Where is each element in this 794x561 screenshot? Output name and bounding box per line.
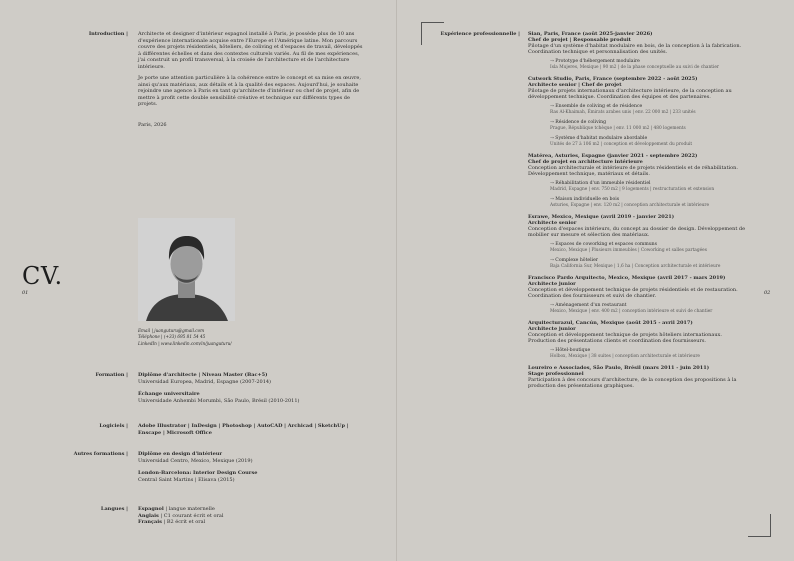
page-number-left: 01 (22, 290, 29, 296)
job-role: Architecte senior | Chef de projet (528, 82, 622, 88)
langue-name: Français (138, 519, 162, 525)
project-detail: Mexico, Mexique | env. 400 m2 | conception intérieure et suivi de chantier (550, 309, 713, 314)
job-role: Stage professionnel (528, 371, 584, 377)
autres-formations-section (138, 451, 378, 483)
job-description: Conception architecturale et intérieure de projets résidentiels et de réhabilitation. Développement technique, matériaux et détails. (528, 165, 738, 177)
project-item (550, 348, 750, 360)
project-name: → Hôtel-boutique (550, 348, 591, 353)
autres-detail: Universidad Centro, Mexico, Mexique (2019) (138, 457, 253, 464)
job-entry (528, 320, 750, 360)
job-entry (528, 214, 750, 270)
formation-title: Échange universitaire (138, 391, 200, 397)
project-item (550, 59, 750, 71)
project-item (550, 136, 750, 148)
introduction-text (138, 31, 366, 133)
langue-level: | langue maternelle (163, 506, 215, 512)
job-company: Francisco Pardo Arquitecto, Mexico, Mexique (avril 2017 - mars 2019) (528, 275, 726, 281)
job-description: Conception d'espaces intérieurs, du concept au dossier de design. Développement de mobilier sur mesure et sélection des matériaux. (528, 226, 746, 238)
project-detail: Asturies, Espagne | env. 120 m2 | conception architecturale et intérieure (550, 203, 710, 208)
job-role: Chef de projet en architecture intérieure (528, 159, 643, 165)
langues-section (138, 506, 378, 526)
langue-level: | C1 courant écrit et oral (158, 512, 224, 519)
job-description: Conception et développement technique de projets résidentiels et de restauration. Coordination des fournisseurs et suivi de chantier. (528, 287, 738, 299)
job-entry (528, 31, 750, 71)
job-entry (528, 76, 750, 148)
intro-place: Paris, 2026 (138, 121, 167, 128)
experience-list (528, 31, 750, 394)
project-item (550, 242, 750, 254)
project-name: → Espaces de coworking et espaces communs (550, 242, 657, 247)
job-role: Chef de projet | Responsable produit (528, 37, 631, 43)
job-company: Arquitecturazul, Cancún, Mexique (août 2015 - avril 2017) (528, 320, 693, 326)
job-company: Matérea, Asturies, Espagne (janvier 2021 - septembre 2022) (528, 153, 698, 159)
job-description: Pilotage de projets internationaux d'architecture intérieure, de la conception au développement technique. Coordination des équipes et des partenaires. (528, 88, 732, 100)
job-company: Loureiro e Associados, São Paulo, Brésil (mars 2011 - juin 2011) (528, 365, 710, 371)
contact-phone[interactable]: Téléphone | (+33) 695 81 54 45 (138, 334, 206, 340)
langue-name: Anglais (138, 512, 159, 519)
intro-paragraph: Je porte une attention particulière à la cohérence entre le concept et sa mise en œuvre, ainsi qu'aux matériaux, aux détails et à la qualité des espaces. Aujourd'hui, je souhaite rejoindre une agence à Paris en tant qu'architecte d'intérieur ou chef de projet, afin de mettre à profit cette double sensibilité créative et technique sur différents types de projets. (138, 75, 361, 107)
logiciels-line: Enscape | Microsoft Office (138, 429, 212, 436)
project-item (550, 303, 750, 315)
project-detail: Holbox, Mexique | 38 suites | conception architecturale et intérieure (550, 354, 700, 359)
project-name: → Complexe hôtelier (550, 258, 598, 263)
logiciels-label: Logiciels | (99, 423, 128, 429)
job-role: Architecte senior (528, 220, 577, 226)
logiciels-line: Adobe Illustrator | InDesign | Photoshop | AutoCAD | Archicad | SketchUp | (138, 423, 349, 429)
cv-title: CV. (22, 262, 63, 290)
autres-title: Diplôme en design d'intérieur (138, 451, 223, 457)
project-name: → Prototype d'hébergement modulaire (550, 59, 640, 64)
formation-section (138, 372, 378, 404)
project-item (550, 258, 750, 270)
experience-label: Expérience professionnelle | (440, 31, 520, 37)
job-company: Esrawe, Mexico, Mexique (avril 2019 - janvier 2021) (528, 214, 675, 220)
job-description: Pilotage d'un système d'habitat modulaire en bois, de la conception à la fabrication. Coordination technique et personnalisation des unités. (528, 43, 742, 55)
project-detail: Isla Mujeres, Mexique | 90 m2 | de la phase conceptuelle au suivi de chantier (550, 65, 719, 70)
job-role: Architecte junior (528, 281, 576, 287)
autres-title: London-Barcelona: Interior Design Course (138, 470, 258, 476)
project-name: → Ensemble de coliving et de résidence (550, 104, 643, 109)
contact-email[interactable]: Email | juanguturu@gmail.com (138, 328, 205, 333)
job-entry (528, 275, 750, 315)
langue-item (138, 519, 378, 526)
project-detail: Baja California Sur, Mexique | 1,6 ha | Conception architecturale et intérieure (550, 264, 721, 269)
project-item (550, 104, 750, 116)
formation-detail: Universidade Anhembi Morumbi, São Paulo, Brésil (2010-2011) (138, 397, 300, 404)
job-role: Architecte junior (528, 326, 576, 332)
formation-detail: Universidad Europea, Madrid, Espagne (2007-2014) (138, 378, 272, 385)
project-detail: Prague, République tchèque | env. 11 000 m2 | 480 logements (550, 126, 686, 131)
job-description: Participation à des concours d'architecture, de la conception des propositions à la production des présentations graphiques. (528, 377, 737, 389)
project-detail: Madrid, Espagne | env. 750 m2 | 9 logements | restructuration et extension (550, 187, 715, 192)
project-detail: Ras Al-Khaimah, Émirats arabes unis | env. 22 000 m2 | 233 unités (550, 110, 696, 115)
project-item (550, 181, 750, 193)
project-item (550, 120, 750, 132)
contact-linkedin[interactable]: LinkedIn | www.linkedin.com/in/juanguturu/ (138, 340, 232, 346)
langues-label: Langues | (100, 506, 128, 512)
job-description: Conception et développement technique de projets hôteliers internationaux. Production des présentations clients et coordination des fournisseurs. (528, 332, 722, 344)
job-entry (528, 365, 750, 389)
introduction-label: Introduction | (88, 31, 128, 37)
intro-paragraph: Architecte et designer d'intérieur espagnol installé à Paris, je possède plus de 10 ans d'expérience internationale acquise entre l'Europe et l'Amérique latine. Mon parcours couvre des projets résidentiels, hôteliers, de coliving et d'espaces de travail, développés à différentes échelles et dans des contextes culturels variés. Au fil de mes expériences, j'ai construit un profil transversal, à la croisée de l'architecture et de l'architecture intérieure. (138, 31, 363, 70)
page-number-right: 02 (764, 290, 771, 296)
project-detail: Unités de 27 à 106 m2 | conception et développement du produit (550, 142, 693, 147)
project-name: → Maison individuelle en bois (550, 197, 620, 202)
project-item (550, 197, 750, 209)
project-name: → Système d'habitat modulaire abordable (550, 136, 648, 141)
project-name: → Réhabilitation d'un immeuble résidentiel (550, 181, 651, 186)
autres-detail: Central Saint Martins | Elisava (2015) (138, 476, 235, 483)
langue-name: Espagnol (138, 506, 164, 512)
project-detail: Mexico, Mexique | Plusieurs immeubles | Coworking et salles partagées (550, 248, 707, 253)
langue-level: | B2 écrit et oral (161, 519, 206, 525)
contact-info (138, 328, 232, 347)
project-name: → Aménagement d'un restaurant (550, 303, 627, 308)
page-fold (396, 0, 397, 561)
formation-label: Formation | (95, 372, 128, 378)
autres-formations-label: Autres formations | (73, 451, 128, 457)
logiciels-section (138, 423, 378, 436)
project-name: → Résidence de coliving (550, 120, 607, 125)
job-company: Sian, Paris, France (août 2025-janvier 2026) (528, 31, 653, 37)
portrait-photo (138, 218, 235, 321)
job-entry (528, 153, 750, 209)
formation-title: Diplôme d'architecte | Niveau Master (Bac+5) (138, 372, 268, 378)
job-company: Cutwork Studio, Paris, France (septembre 2022 - août 2025) (528, 76, 698, 82)
corner-mark-bottom (748, 514, 771, 537)
